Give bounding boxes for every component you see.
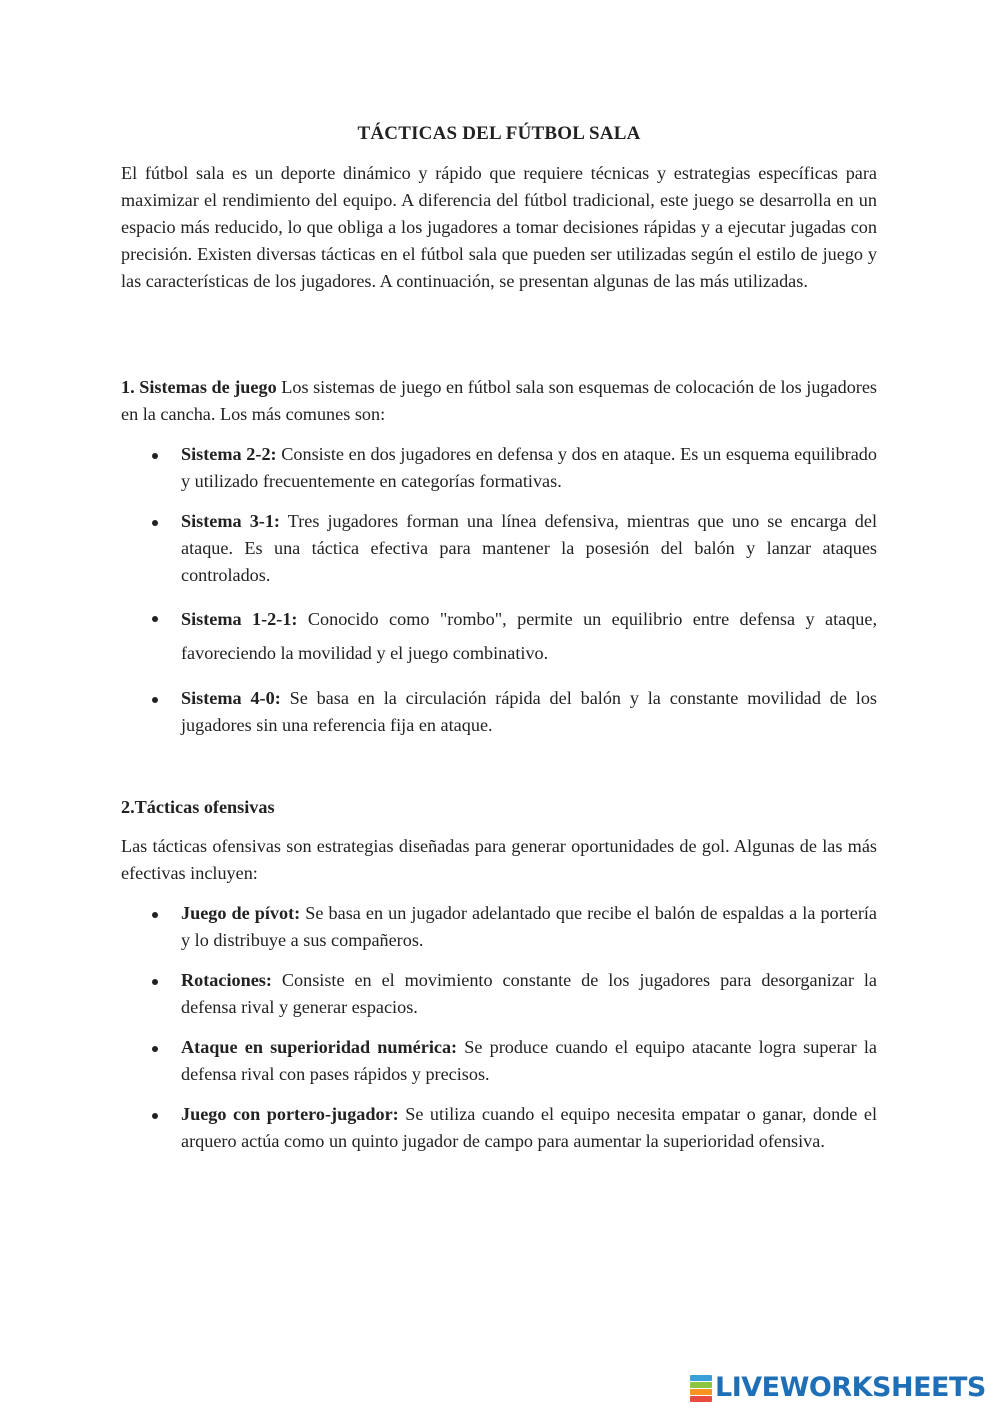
list-item-text: Se produce cuando el equipo atacante logra superar la defensa rival con pases rápidos y precisos. bbox=[181, 1037, 877, 1084]
bullet-icon bbox=[152, 979, 158, 985]
bullet-icon bbox=[152, 616, 158, 622]
list-item-text: Conocido como "rombo", permite un equilibrio entre defensa y ataque, favoreciendo la movilidad y el juego combinativo. bbox=[181, 609, 877, 663]
section-1-text: Los sistemas de juego en fútbol sala son esquemas de colocación de los jugadores en la cancha. Los más comunes son: bbox=[121, 377, 877, 424]
list-item-text: Se basa en un jugador adelantado que recibe el balón de espaldas a la portería y lo distribuye a sus compañeros. bbox=[181, 903, 878, 950]
list-item-term: Sistema 1-2-1: bbox=[181, 609, 298, 629]
list-item-term: Juego con portero-jugador: bbox=[181, 1104, 399, 1124]
intro-paragraph: El fútbol sala es un deporte dinámico y rápido que requiere técnicas y estrategias específicas para maximizar el rendimiento del equipo. A diferencia del fútbol tradicional, este juego se desarrolla en un espacio más reducido, lo que obliga a los jugadores a tomar decisiones rápidas y a ejecutar jugadas con precisión. Existen diversas tácticas en el fútbol sala que pueden ser utilizadas según el estilo de juego y las características de los jugadores. A continuación, se presentan algunas de las más utilizadas. bbox=[121, 163, 877, 291]
list-item bbox=[181, 508, 877, 589]
list-item-term: Rotaciones: bbox=[181, 970, 272, 990]
list-item bbox=[181, 441, 877, 495]
list-item-text: Consiste en el movimiento constante de los jugadores para desorganizar la defensa rival y generar espacios. bbox=[181, 970, 877, 1017]
list-item-text: Se utiliza cuando el equipo necesita empatar o ganar, donde el arquero actúa como un quinto jugador de campo para aumentar la superioridad ofensiva. bbox=[181, 1104, 877, 1151]
liveworksheets-logo[interactable] bbox=[690, 1372, 986, 1404]
list-item-term: Sistema 2-2: bbox=[181, 444, 277, 464]
section-1-paragraph bbox=[121, 374, 877, 428]
page-title: TÁCTICAS DEL FÚTBOL SALA bbox=[357, 123, 641, 144]
bullet-icon bbox=[152, 1046, 158, 1052]
list-item-term: Sistema 4-0: bbox=[181, 688, 281, 708]
list-item-text: Tres jugadores forman una línea defensiva, mientras que uno se encarga del ataque. Es una táctica efectiva para mantener la posesión del balón y lanzar ataques controlados. bbox=[181, 511, 878, 585]
list-item bbox=[181, 1101, 877, 1155]
list-item-term: Ataque en superioridad numérica: bbox=[181, 1037, 458, 1057]
list-item-text: Se basa en la circulación rápida del balón y la constante movilidad de los jugadores sin una referencia fija en ataque. bbox=[181, 688, 877, 735]
logo-stripe bbox=[690, 1375, 712, 1381]
bullet-icon bbox=[152, 697, 158, 703]
list-item bbox=[181, 685, 877, 739]
list-item-term: Sistema 3-1: bbox=[181, 511, 280, 531]
list-item bbox=[181, 1034, 877, 1088]
section-2-intro: Las tácticas ofensivas son estrategias diseñadas para generar oportunidades de gol. Algunas de las más efectivas incluyen: bbox=[121, 836, 877, 883]
bullet-icon bbox=[152, 520, 158, 526]
bullet-icon bbox=[152, 1113, 158, 1119]
bullet-icon bbox=[152, 912, 158, 918]
list-item bbox=[181, 900, 877, 954]
section-2-heading: 2.Tácticas ofensivas bbox=[121, 797, 275, 817]
list-item-text: Consiste en dos jugadores en defensa y dos en ataque. Es un esquema equilibrado y utilizado frecuentemente en categorías formativas. bbox=[181, 444, 877, 491]
list-item-term: Juego de pívot: bbox=[181, 903, 301, 923]
list-item bbox=[181, 602, 877, 670]
list-item bbox=[181, 967, 877, 1021]
liveworksheets-logo-icon bbox=[690, 1375, 712, 1401]
section-1-heading: 1. Sistemas de juego bbox=[121, 377, 277, 397]
logo-stripe bbox=[690, 1396, 712, 1402]
logo-text: LIVEWORKSHEETS bbox=[715, 1372, 986, 1403]
bullet-icon bbox=[152, 453, 158, 459]
logo-stripe bbox=[690, 1389, 712, 1395]
logo-stripe bbox=[690, 1382, 712, 1388]
